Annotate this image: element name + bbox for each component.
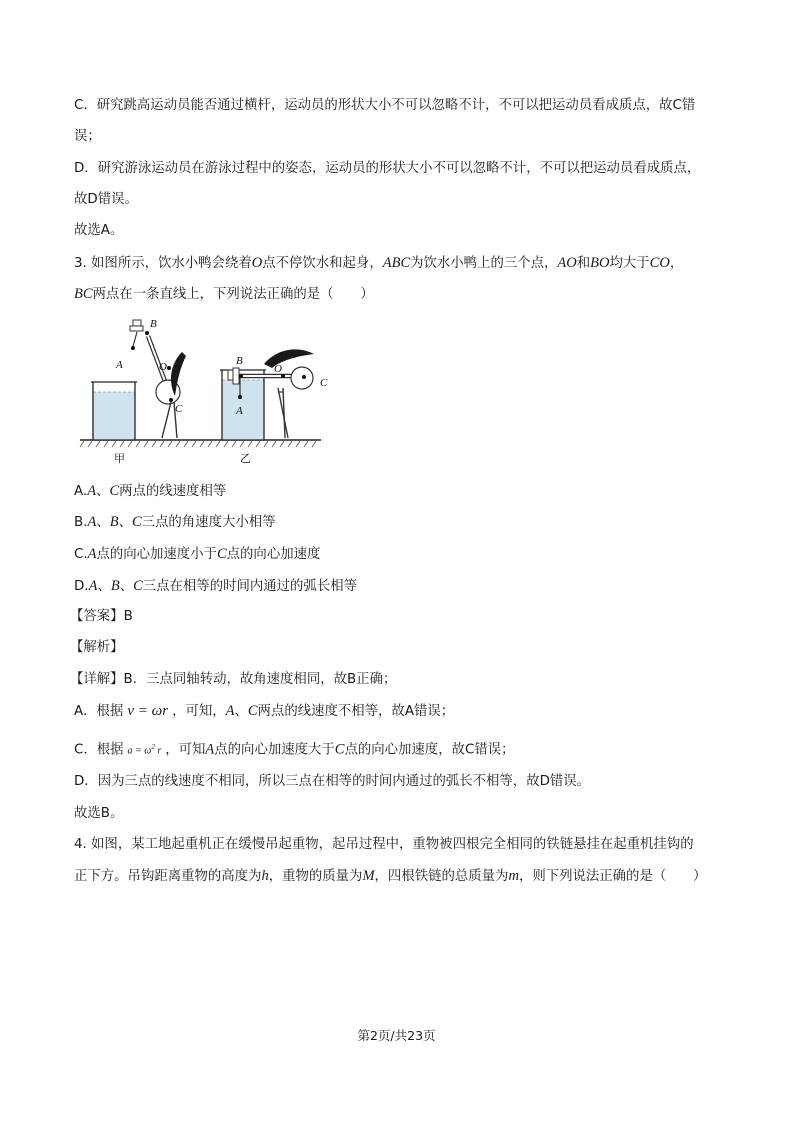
line-choose-a: 故选A。 — [74, 223, 124, 238]
option-c-text: 点的向心加速度小于 — [96, 547, 217, 562]
label-a-left: A — [116, 359, 123, 371]
detail-a-text: 、 — [234, 704, 248, 719]
label-a-right: A — [236, 405, 243, 417]
caption-right: 乙 — [240, 452, 251, 465]
detail-a-point: C — [247, 703, 258, 719]
detail-line-a — [74, 702, 454, 721]
q4-text: ，则下列说法正确的是（ ） — [518, 869, 707, 884]
option-b-point: A — [87, 514, 97, 530]
detail-c-point: A — [205, 741, 215, 758]
label-b-left: B — [150, 318, 157, 330]
duck-body-right — [291, 367, 313, 389]
q3-text: ， — [669, 256, 684, 271]
formula-exponent: 2 — [151, 743, 155, 751]
option-a-letter: A. — [74, 484, 88, 499]
label-c-right: C — [320, 377, 328, 389]
detail-c-text: ，可知 — [165, 742, 206, 758]
option-d-letter: D. — [74, 579, 89, 594]
option-b-text: 、 — [96, 515, 110, 530]
q3-segment-co: CO — [649, 255, 670, 271]
question-4-line-2 — [74, 867, 706, 886]
option-d-text: 三点在相等的时间内通过的弧长相等 — [142, 579, 357, 594]
option-a-text: 、 — [96, 484, 110, 499]
q3-text: 均大于 — [609, 256, 650, 271]
q3-text: 3. 如图所示，饮水小鸭会绕着 — [74, 256, 252, 271]
detail-choose-b: 故选B。 — [74, 806, 124, 821]
detail-a-text: A．根据 — [74, 704, 124, 719]
duck-left — [130, 320, 186, 438]
formula-part: a = ω — [127, 745, 152, 757]
answer-value: B — [123, 609, 133, 624]
option-d-point: B — [110, 578, 120, 594]
option-a — [74, 482, 226, 501]
answer-line — [70, 608, 133, 626]
label-c-left: C — [175, 403, 183, 415]
option-c-letter: C. — [74, 547, 88, 562]
line-d-option-explanation-cont: 故D错误。 — [74, 192, 138, 207]
q3-segment-bo: BO — [590, 255, 610, 271]
caption-left: 甲 — [114, 452, 125, 465]
option-b-text: 、 — [118, 515, 132, 530]
option-b-point: C — [131, 514, 142, 530]
duck-tail-right — [264, 349, 314, 368]
drinking-duck-figure — [78, 312, 350, 472]
option-b — [74, 513, 276, 532]
option-a-text: 两点的线速度相等 — [119, 484, 227, 499]
detail-a-text: 两点的线速度不相等，故A错误； — [257, 704, 455, 719]
formula-part: r — [157, 745, 162, 757]
option-d-point: C — [133, 578, 143, 594]
drinking-duck-diagram — [78, 312, 350, 472]
detail-a-text: ，可知， — [172, 704, 226, 719]
detail-line-c — [74, 738, 515, 760]
label-o-left: O — [159, 361, 167, 373]
water-left — [93, 392, 135, 440]
option-c — [74, 545, 320, 564]
q3-text: 和 — [576, 256, 591, 271]
q3-segment-ao: AO — [557, 255, 577, 271]
label-b-right: B — [236, 355, 243, 367]
option-c-point: A — [87, 546, 97, 562]
analysis-heading: 【解析】 — [70, 640, 124, 655]
q4-text: ，四根铁链的总质量为 — [374, 869, 509, 884]
q3-segment-bc: BC — [74, 286, 93, 302]
line-c-option-explanation: C．研究跳高运动员能否通过横杆，运动员的形状大小不可以忽略不计，不可以把运动员看成质点，故C错 — [74, 98, 696, 113]
detail-c-text: 点的向心加速度，故C错误； — [344, 742, 515, 758]
q3-text: 两点在一条直线上，下列说法正确的是（ ） — [92, 287, 374, 302]
q4-var-m-lower: m — [508, 868, 519, 884]
question-3-line-1 — [74, 254, 683, 273]
detail-c-text: C．根据 — [74, 742, 124, 758]
option-d-text: 、 — [119, 579, 134, 594]
option-b-point: B — [109, 514, 119, 530]
detail-c-point: C — [334, 741, 345, 758]
question-4-line-1: 4. 如图，某工地起重机正在缓慢吊起重物，起吊过程中，重物被四根完全相同的铁链悬挂在起重机挂钩的 — [74, 837, 694, 852]
formula-a-omega2-r — [128, 738, 162, 760]
option-b-text: 三点的角速度大小相等 — [141, 515, 276, 530]
q3-text: 点不停饮水和起身， — [262, 256, 383, 271]
q3-text: 为饮水小鸭上的三个点， — [410, 256, 558, 271]
q3-points-abc: ABC — [382, 255, 411, 271]
option-c-text: 点的向心加速度 — [226, 547, 321, 562]
detail-a-point: A — [225, 703, 235, 719]
water-right — [222, 380, 264, 440]
option-a-point: C — [109, 483, 120, 499]
option-d-point: A — [88, 578, 98, 594]
q4-text: ，重物的质量为 — [268, 869, 363, 884]
line-c-option-explanation-cont: 误； — [74, 129, 101, 144]
formula-v-omega-r: v = ωr — [127, 703, 169, 719]
option-a-point: A — [87, 483, 97, 499]
option-c-point: C — [216, 546, 227, 562]
detail-c-text: 点的向心加速度大于 — [214, 742, 335, 758]
detail-line-d: D．因为三点的线速度不相同，所以三点在相等的时间内通过的弧长不相等，故D错误。 — [74, 774, 591, 789]
page-footer: 第2页/共23页 — [357, 1028, 436, 1043]
question-3-line-2 — [74, 285, 374, 304]
detail-line-1: 【详解】B．三点同轴转动，故角速度相同，故B正确； — [70, 672, 397, 687]
label-o-right: O — [274, 363, 282, 375]
ground-hatching — [80, 441, 316, 447]
option-b-letter: B. — [74, 515, 88, 530]
q4-var-h: h — [261, 868, 269, 884]
option-d-text: 、 — [97, 579, 111, 594]
q4-var-m-upper: M — [362, 868, 375, 884]
answer-label: 【答案】 — [70, 609, 124, 624]
q3-point-o: O — [251, 255, 263, 271]
option-d — [74, 577, 357, 596]
q4-text: 正下方。吊钩距离重物的高度为 — [74, 869, 262, 884]
line-d-option-explanation: D．研究游泳运动员在游泳过程中的姿态，运动员的形状大小不可以忽略不计，不可以把运动员看成质点， — [74, 161, 701, 176]
